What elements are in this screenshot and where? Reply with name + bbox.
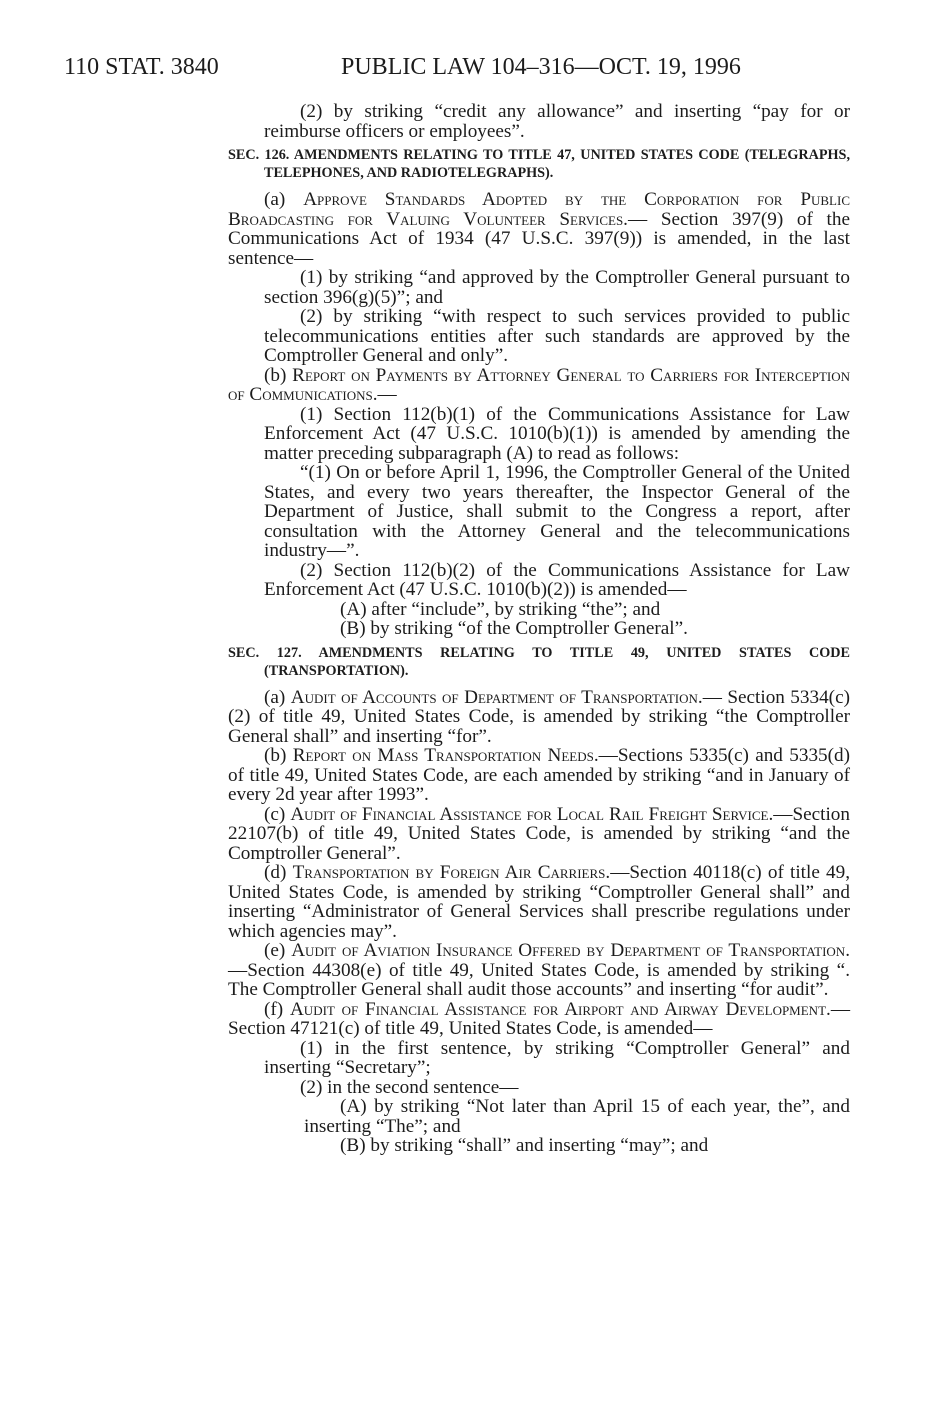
text-run: SEC. 127. AMENDMENTS RELATING TO TITLE 49, UNITED STATES CODE (TRANSPORTATION). [228, 644, 850, 679]
subsection-caption: Approve Standards Adopted by the Corporation for Public Broadcasting for Valuing Volunteer Services. [228, 189, 851, 230]
paragraph [228, 619, 850, 639]
text-run: (f) [264, 998, 290, 1020]
subsection-caption: Transportation by Foreign Air Carriers. [292, 862, 611, 883]
paragraph [228, 463, 850, 561]
paragraph [228, 746, 850, 805]
paragraph [228, 1136, 850, 1156]
statute-page-number: 110 STAT. 3840 [64, 54, 219, 80]
text-run: — [377, 384, 397, 405]
text-run: —Section 40118(c) of title 49, United States Code, is amended by striking “Comptroller General shall” and inserting “Administrator of General Services shall prescribe regulations under which agencies may”. [228, 862, 851, 942]
paragraph [228, 366, 850, 405]
text-run: —Sections 5335(c) and 5335(d) of title 49, United States Code, are each amended by striking “and in January of every 2d year after 1993”. [228, 745, 851, 805]
paragraph [228, 941, 850, 1000]
subsection-caption: Audit of Financial Assistance for Airport and Airway Development. [289, 998, 831, 1020]
text-run: (B) by striking “of the Comptroller General”. [340, 618, 688, 639]
text-run: (e) [264, 940, 292, 961]
text-run: (a) [264, 686, 291, 708]
paragraph [228, 307, 850, 366]
paragraph [228, 600, 850, 620]
text-run: —Section 44308(e) of title 49, United States Code, is amended by striking “. The Comptroller General shall audit those accounts” and inserting “for audit”. [228, 959, 850, 1000]
paragraph [228, 405, 850, 464]
public-law-citation: PUBLIC LAW 104–316—OCT. 19, 1996 [341, 54, 741, 80]
subsection-caption: Audit of Aviation Insurance Offered by Department of Transportation. [291, 940, 850, 961]
paragraph [228, 1000, 850, 1039]
text-run: —Section 22107(b) of title 49, United States Code, is amended by striking “and the Comptroller General”. [228, 803, 850, 864]
text-run: — Section 5334(c)(2) of title 49, United States Code, is amended by striking “the Comptroller General shall” and inserting “for”. [228, 686, 850, 747]
paragraph [228, 688, 850, 747]
text-run: (c) [264, 803, 291, 825]
text-run: (1) in the first sentence, by striking “Comptroller General” and inserting “Secretary”; [264, 1037, 850, 1078]
text-run: —Section 47121(c) of title 49, United States Code, is amended— [228, 998, 850, 1039]
paragraph [228, 1078, 850, 1098]
paragraph [228, 561, 850, 600]
paragraph [228, 190, 850, 268]
text-run: (1) Section 112(b)(1) of the Communications Assistance for Law Enforcement Act (47 U.S.C. 1010(b)(1)) is amended by amending the matter preceding subparagraph (A) to read as follows: [264, 403, 850, 464]
text-run: (2) by striking “with respect to such services provided to public telecommunications entities after such standards are approved by the Comptroller General and only”. [264, 306, 850, 366]
text-run: (1) by striking “and approved by the Comptroller General pursuant to section 396(g)(5)”; and [264, 267, 850, 308]
paragraph [228, 268, 850, 307]
text-run: (2) Section 112(b)(2) of the Communications Assistance for Law Enforcement Act (47 U.S.C. 1010(b)(2)) is amended— [264, 559, 850, 600]
paragraph [228, 1039, 850, 1078]
paragraph [228, 102, 850, 141]
paragraph [228, 805, 850, 864]
text-run: (b) [264, 364, 293, 386]
text-run: (A) after “include”, by striking “the”; and [340, 598, 661, 620]
section-heading [228, 644, 850, 680]
section-heading [228, 146, 850, 182]
text-run: (b) [264, 745, 293, 766]
text-run: (2) in the second sentence— [300, 1076, 519, 1098]
subsection-caption: Report on Mass Transportation Needs. [292, 745, 599, 766]
text-run: (A) by striking “Not later than April 15 of each year, the”, and inserting “The”; and [304, 1096, 850, 1137]
text-run: SEC. 126. AMENDMENTS RELATING TO TITLE 47, UNITED STATES CODE (TELEGRAPHS, TELEPHONES, AND RADIOTELEGRAPHS). [228, 147, 850, 181]
text-run: (B) by striking “shall” and inserting “may”; and [340, 1135, 709, 1156]
text-run: “(1) On or before April 1, 1996, the Comptroller General of the United States, and every two years thereafter, the Inspector General of the Department of Justice, shall submit to the Congress a report, after consultation with the Attorney General and the telecommunications industry—”. [264, 462, 850, 561]
text-run: (a) [264, 189, 304, 210]
text-run: — Section 397(9) of the Communications Act of 1934 (47 U.S.C. 397(9)) is amended, in the last sentence— [228, 208, 850, 269]
subsection-caption: Report on Payments by Attorney General to Carriers for Interception of Communications. [228, 364, 850, 405]
subsection-caption: Audit of Financial Assistance for Local Rail Freight Service. [290, 803, 774, 825]
document-body [228, 102, 850, 1156]
subsection-caption: Audit of Accounts of Department of Transportation. [290, 686, 703, 708]
text-run: (2) by striking “credit any allowance” and inserting “pay for or reimburse officers or employees”. [264, 101, 850, 142]
text-run: (d) [264, 862, 293, 883]
paragraph [228, 863, 850, 941]
paragraph [228, 1097, 850, 1136]
